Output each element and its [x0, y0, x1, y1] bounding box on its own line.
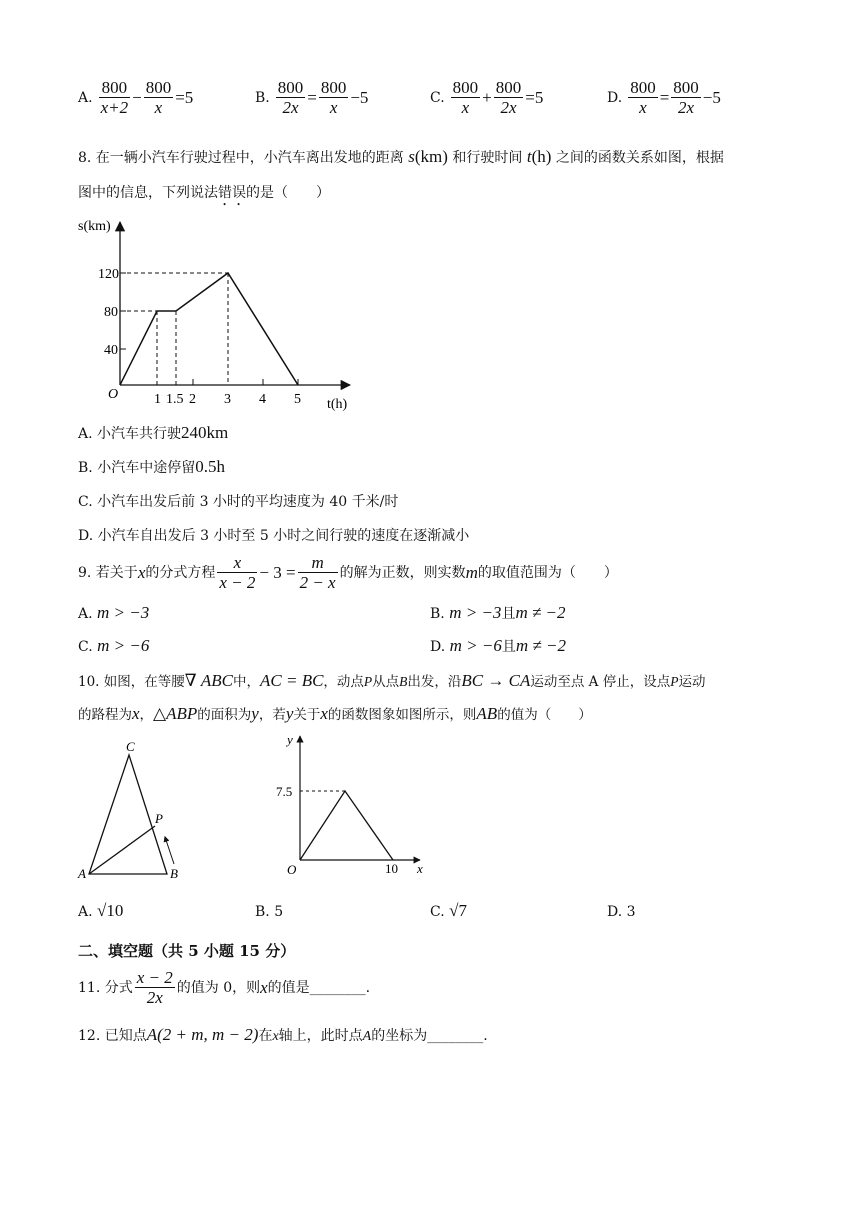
- y-tick-40: 40: [104, 343, 118, 358]
- y-tick-7-5: 7.5: [276, 784, 293, 799]
- origin-label: O: [108, 387, 119, 402]
- x-tick-3: 3: [224, 392, 231, 407]
- q10-function-graph: [270, 730, 440, 880]
- q9-frac2: $\frac{m}{2 - x}$: [299, 553, 336, 592]
- q10-stem-line1: 10. 如图，在等腰∇ ABC中，AC = BC，动点P从点B出发，沿BC → CA运动至点 A 停止，设点P运动: [78, 671, 706, 690]
- segment-ap: [89, 826, 155, 874]
- q8-option-d[interactable]: D. 小汽车自出发后 3 小时至 5 小时之间行驶的速度在逐渐减小: [78, 528, 470, 544]
- x-tick-10: 10: [385, 861, 398, 876]
- q11-frac: $\frac{x - 2}{2x}$: [136, 968, 173, 1007]
- q8-option-b[interactable]: B. 小汽车中途停留0.5h: [78, 457, 225, 476]
- q8-stem-line1: 8. 在一辆小汽车行驶过程中，小汽车离出发地的距离 s(km) 和行驶时间 t(h) 之间的函数关系如图，根据: [78, 147, 724, 166]
- q7-a-frac2: $\frac{800}{x}$: [145, 78, 172, 117]
- y-tick-120: 120: [98, 267, 119, 282]
- x-tick-4: 4: [259, 392, 266, 407]
- area-line: [300, 791, 393, 860]
- q8-distance-time-graph: [70, 210, 370, 415]
- q9-frac1: $\frac{x}{x - 2}$: [219, 553, 256, 592]
- q9-option-a[interactable]: A. m > −3: [78, 603, 150, 622]
- x-tick-2: 2: [189, 392, 196, 407]
- label-p: P: [155, 811, 163, 826]
- q10-triangle-figure: [70, 735, 200, 885]
- q7-option-d[interactable]: D. $\frac{800}{x}$ = $\frac{800}{2x}$ −5: [607, 78, 721, 117]
- x-tick-5: 5: [294, 392, 301, 407]
- distance-line: [120, 273, 298, 385]
- q8-stem-line2: 图中的信息，下列说法错误的是（ ）: [78, 185, 330, 201]
- q10-option-b[interactable]: B. 5: [255, 904, 284, 920]
- q7-option-a[interactable]: A. $\frac{800}{x+2}$ − $\frac{800}{x}$ =5: [78, 78, 194, 117]
- q9-stem: 9. 若关于 x 的分式方程 $\frac{x}{x - 2}$ − 3 = $\frac{m}{2 - x}$ 的解为正数，则实数 m 的取值范围为（ ）: [78, 553, 618, 592]
- origin-label: O: [287, 862, 297, 877]
- q8-emphasis: 错误: [218, 185, 246, 201]
- q7-option-c[interactable]: C. $\frac{800}{x}$ + $\frac{800}{2x}$ =5: [430, 78, 544, 117]
- label-c: C: [126, 739, 135, 754]
- q7-a-label: A.: [78, 90, 93, 106]
- q10-option-a[interactable]: A. √10: [78, 901, 124, 920]
- x-tick-1: 1: [154, 392, 161, 407]
- x-tick-1-5: 1.5: [166, 392, 184, 407]
- label-b: B: [170, 866, 178, 881]
- q7-option-b[interactable]: B. $\frac{800}{2x}$ = $\frac{800}{x}$ −5: [255, 78, 369, 117]
- q9-option-d[interactable]: D. m > −6且m ≠ −2: [430, 636, 566, 655]
- y-axis-label: s(km): [78, 219, 111, 234]
- q7-a-frac1: $\frac{800}{x+2}$: [100, 78, 129, 117]
- x-label: x: [417, 861, 423, 876]
- motion-arrow-icon: [165, 837, 174, 864]
- q12-stem: 12. 已知点A(2 + m, m − 2)在x轴上，此时点A的坐标为________.: [78, 1025, 488, 1044]
- y-label: y: [287, 732, 293, 747]
- q9-option-b[interactable]: B. m > −3且m ≠ −2: [430, 603, 566, 622]
- q8-option-a[interactable]: A. 小汽车共行驶240km: [78, 423, 229, 442]
- q10-option-c[interactable]: C. √7: [430, 901, 467, 920]
- x-axis-label: t(h): [327, 397, 348, 412]
- q9-option-c[interactable]: C. m > −6: [78, 636, 150, 655]
- label-a: A: [78, 866, 86, 881]
- q8-option-c[interactable]: C. 小汽车出发后前 3 小时的平均速度为 40 千米/时: [78, 494, 399, 510]
- q10-option-d[interactable]: D. 3: [607, 904, 636, 920]
- q10-stem-line2: 的路程为x，△ABP的面积为y，若y关于x的函数图象如图所示，则AB的值为（ ）: [78, 704, 592, 723]
- y-tick-80: 80: [104, 305, 118, 320]
- q11-stem: 11. 分式 $\frac{x - 2}{2x}$ 的值为 0，则 x 的值是________.: [78, 968, 371, 1007]
- section-fill-in-heading: 二、填空题（共 5 小题 15 分）: [78, 942, 296, 960]
